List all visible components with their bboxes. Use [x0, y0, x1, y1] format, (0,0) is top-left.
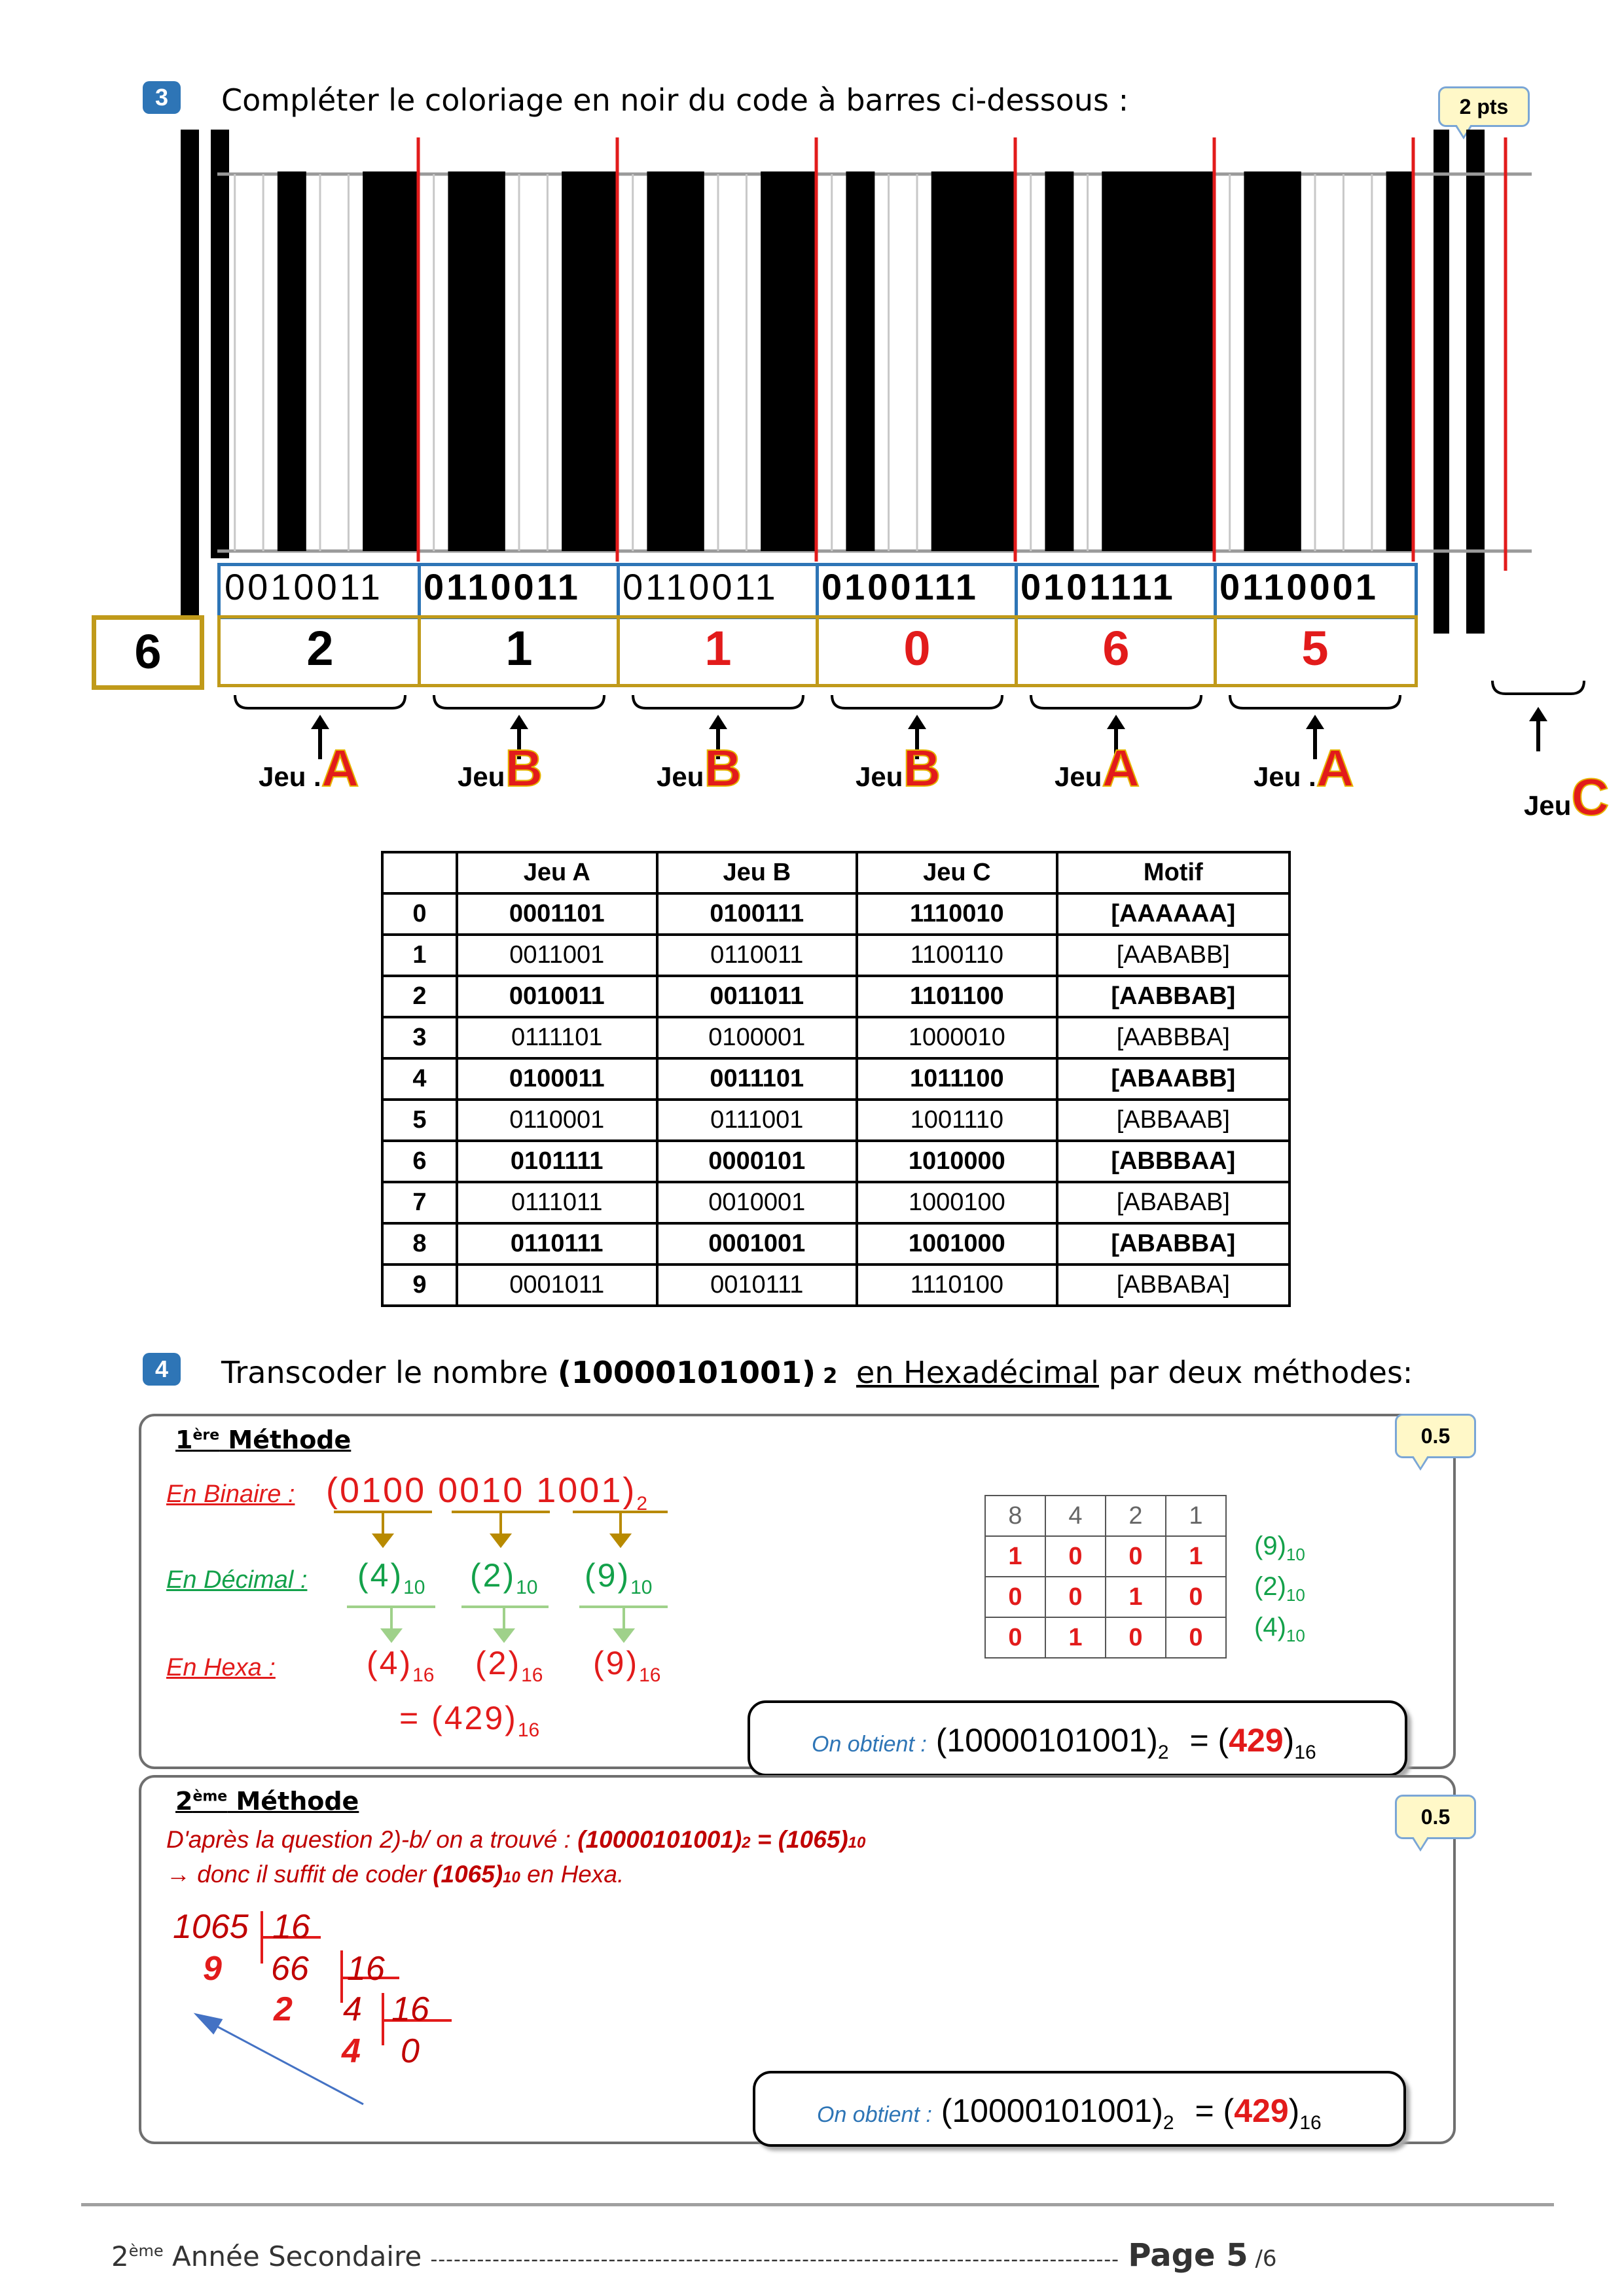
label-binary: En Binaire : — [166, 1480, 295, 1508]
method-2-line-1 — [166, 1826, 865, 1854]
code-table-cell: 0111011 — [457, 1182, 657, 1223]
bit-separator — [1015, 563, 1018, 618]
code-table-cell: 1110100 — [857, 1265, 1057, 1306]
barcode-module-bar — [590, 171, 619, 551]
question-4-badge: 4 — [143, 1353, 181, 1386]
bits-row — [985, 1536, 1226, 1577]
points-label: 0.5 — [1420, 1424, 1451, 1448]
division-quotient-2: 4 — [343, 1990, 362, 2028]
m2-line1-num: (10000101001) — [577, 1826, 742, 1853]
barcode-module-bar — [676, 171, 704, 551]
question-4-title — [221, 1355, 1413, 1390]
code-table-row — [382, 1058, 1290, 1100]
jeu-label — [1055, 738, 1140, 798]
hex-combined: = (429) — [399, 1700, 518, 1736]
result-hex: 429 — [1234, 2092, 1289, 2129]
code-table-cell: 1001110 — [857, 1100, 1057, 1141]
code-table-digit: 2 — [382, 976, 457, 1017]
barcode-digit: 1 — [704, 621, 732, 675]
barcode-module-bar — [562, 171, 590, 551]
jeu-word: Jeu — [1055, 761, 1102, 792]
code-table-cell: 1010000 — [857, 1141, 1057, 1182]
result-line — [817, 2092, 1322, 2134]
code-table-cell: 0100001 — [657, 1017, 857, 1058]
barcode-code-table — [381, 851, 1291, 1307]
code-table-cell: 0011001 — [457, 935, 657, 976]
code-table-cell: 0011011 — [657, 976, 857, 1017]
code-table-cell: [ABBABA] — [1057, 1265, 1290, 1306]
footer-page: Page 5 — [1128, 2237, 1248, 2274]
code-table-cell: [AABBBA] — [1057, 1017, 1290, 1058]
barcode-drawing — [0, 0, 1624, 818]
hex-combined-base: 16 — [517, 1719, 540, 1741]
guard-bar — [211, 130, 229, 558]
code-table-digit: 1 — [382, 935, 457, 976]
barcode-module-bar — [448, 171, 477, 551]
jeu-letter: B — [704, 739, 742, 797]
barcode-module-bar — [1045, 171, 1074, 551]
jeu-label — [856, 738, 941, 798]
result-eq: = ( — [1195, 2092, 1235, 2129]
hex-value-1 — [367, 1644, 434, 1687]
code-table-cell: 0001101 — [457, 893, 657, 935]
bit-cell: 1 — [985, 1536, 1045, 1577]
m2-line2-pre: donc il suffit de coder — [190, 1861, 433, 1888]
brace — [235, 695, 405, 708]
code-table-cell: 0001001 — [657, 1223, 857, 1265]
footer-level-sup: ème — [128, 2242, 164, 2260]
points-callout-m2 — [1395, 1795, 1476, 1839]
bit-group: 0010011 — [225, 566, 383, 607]
code-table-cell: 1110010 — [857, 893, 1057, 935]
code-table-row — [382, 1265, 1290, 1306]
first-digit: 6 — [134, 624, 162, 679]
row-val: (4) — [1254, 1613, 1286, 1641]
code-table-cell: [ABABAB] — [1057, 1182, 1290, 1223]
code-table-cell: 0011101 — [657, 1058, 857, 1100]
method-2-result — [753, 2071, 1406, 2147]
result-label: On obtient : — [812, 1732, 927, 1757]
brace — [832, 695, 1002, 708]
bit-cell: 0 — [1166, 1577, 1226, 1617]
hex-val: (2) — [475, 1645, 522, 1681]
q4-title-hexa: en Hexadécimal — [856, 1355, 1099, 1390]
row-value-1 — [1254, 1532, 1305, 1565]
barcode-module-bar — [1130, 171, 1159, 551]
division-divisor-3: 16 — [391, 1990, 429, 2028]
jeu-label-right — [1524, 767, 1609, 827]
brace — [1492, 681, 1584, 694]
code-table-row — [382, 935, 1290, 976]
division-dividend: 1065 — [173, 1908, 249, 1946]
row-val: (2) — [1254, 1572, 1286, 1601]
code-table-row — [382, 1141, 1290, 1182]
barcode-module-bar — [960, 171, 988, 551]
code-table-cell: 0010011 — [457, 976, 657, 1017]
code-table-row — [382, 976, 1290, 1017]
m2-line1-pre: D'après la question 2)-b/ on a trouvé : — [166, 1826, 578, 1853]
bit-separator — [418, 563, 421, 618]
dec-val: (2) — [470, 1557, 516, 1594]
m2-line2-num: (1065) — [433, 1861, 503, 1888]
result-binary: (10000101001) — [941, 2092, 1163, 2129]
row-base: 10 — [1286, 1545, 1305, 1564]
code-table-header-cell: Jeu B — [657, 852, 857, 893]
weights-row — [985, 1496, 1226, 1536]
weight-cell: 1 — [1166, 1496, 1226, 1536]
bit-group: 0110001 — [1219, 566, 1379, 607]
jeu-label — [259, 738, 359, 798]
code-table-cell: 0001011 — [457, 1265, 657, 1306]
barcode-module-bar — [846, 171, 875, 551]
row-value-2 — [1254, 1572, 1305, 1605]
barcode-module-bar — [363, 171, 391, 551]
points-callout-m1 — [1395, 1414, 1476, 1458]
result-line — [812, 1721, 1316, 1764]
barcode-module-bar — [1244, 171, 1272, 551]
code-table-digit: 3 — [382, 1017, 457, 1058]
result-binary-base: 2 — [1163, 2112, 1174, 2134]
dec-base: 10 — [403, 1577, 425, 1598]
arrow-up-head — [709, 715, 727, 729]
bit-group: 0101111 — [1020, 566, 1176, 607]
jeu-letter: B — [903, 739, 941, 797]
barcode-module-bar — [761, 171, 789, 551]
code-table-row — [382, 1182, 1290, 1223]
code-table-digit: 6 — [382, 1141, 457, 1182]
decimal-value-3 — [585, 1556, 652, 1599]
code-table-cell: 0110111 — [457, 1223, 657, 1265]
brace — [434, 695, 604, 708]
jeu-word: Jeu — [1524, 790, 1572, 821]
code-table-header — [382, 852, 1290, 893]
division-remainder-1: 9 — [203, 1950, 222, 1988]
division-quotient-1: 66 — [271, 1950, 309, 1988]
jeu-letter: B — [505, 739, 543, 797]
dec-val: (9) — [585, 1557, 631, 1594]
points-label: 0.5 — [1420, 1805, 1451, 1829]
arrow-up-head — [1529, 707, 1547, 721]
bit-cell: 1 — [1166, 1536, 1226, 1577]
code-table-cell: 0010111 — [657, 1265, 857, 1306]
division-remainder-2: 2 — [274, 1990, 293, 2028]
first-digit-box — [92, 615, 204, 690]
method-2-heading — [175, 1787, 359, 1816]
result-close: ) — [1283, 1722, 1295, 1759]
result-hex: 429 — [1229, 1722, 1284, 1759]
brace — [1230, 695, 1400, 708]
footer-divider — [81, 2203, 1554, 2206]
jeu-letter: A — [1316, 739, 1354, 797]
hex-value-3 — [593, 1644, 660, 1687]
code-table-cell: 0110001 — [457, 1100, 657, 1141]
m2-line2-base: 10 — [503, 1869, 520, 1886]
hex-base: 16 — [521, 1664, 543, 1686]
arrow-up-head — [908, 715, 926, 729]
code-table-cell: 1000010 — [857, 1017, 1057, 1058]
barcode-module-bar — [278, 171, 306, 551]
arrow-up-head — [1107, 715, 1125, 729]
m2-heading-num: 2 — [175, 1787, 193, 1816]
division-quotient-3: 0 — [401, 2032, 420, 2070]
barcode-module-bar — [789, 171, 818, 551]
code-table-cell: 0100111 — [657, 893, 857, 935]
guard-bar — [1434, 130, 1449, 634]
barcode-digit: 6 — [1102, 621, 1130, 675]
weight-cell: 4 — [1045, 1496, 1106, 1536]
hex-val: (9) — [593, 1645, 640, 1681]
arrow-up-head — [311, 715, 329, 729]
code-table-digit: 0 — [382, 893, 457, 935]
binary-base: 2 — [636, 1492, 648, 1515]
dec-base: 10 — [516, 1577, 538, 1598]
bit-group: 0110011 — [424, 566, 581, 607]
footer-page-total: /6 — [1248, 2246, 1277, 2272]
code-table-digit: 4 — [382, 1058, 457, 1100]
footer-level-num: 2 — [111, 2240, 129, 2272]
m1-heading-num: 1 — [175, 1426, 193, 1454]
code-table-cell: [ABBBAA] — [1057, 1141, 1290, 1182]
hex-combined-value — [399, 1699, 539, 1742]
weight-cell: 8 — [985, 1496, 1045, 1536]
decimal-value-1 — [357, 1556, 425, 1599]
code-table-digit: 5 — [382, 1100, 457, 1141]
q4-title-pre: Transcoder le nombre — [221, 1355, 558, 1390]
label-decimal: En Décimal : — [166, 1566, 308, 1594]
barcode-digit: 5 — [1301, 621, 1329, 675]
code-table-digit: 7 — [382, 1182, 457, 1223]
bit-group: 0110011 — [623, 566, 778, 607]
bit-cell: 0 — [985, 1617, 1045, 1658]
footer — [111, 2237, 1277, 2274]
result-hex-base: 16 — [1294, 1742, 1316, 1763]
code-table-cell: 1000100 — [857, 1182, 1057, 1223]
method-2-line-2 — [166, 1861, 624, 1888]
bit-group: 0100111 — [821, 566, 979, 607]
bit-separator — [1214, 563, 1217, 618]
division-divisor-2: 16 — [347, 1950, 385, 1988]
result-eq: = ( — [1189, 1722, 1229, 1759]
bit-cell: 1 — [1106, 1577, 1166, 1617]
code-table-header-cell: Jeu A — [457, 852, 657, 893]
guard-bar — [1466, 130, 1485, 634]
hex-base: 16 — [639, 1664, 661, 1686]
m1-heading-sup: ère — [192, 1427, 220, 1444]
hex-val: (4) — [367, 1645, 413, 1681]
jeu-label — [1254, 738, 1354, 798]
code-table-header-cell: Motif — [1057, 852, 1290, 893]
division-divisor-1: 16 — [272, 1908, 310, 1946]
m2-line1-base: 2 — [742, 1834, 751, 1852]
barcode-digit: 1 — [505, 621, 533, 675]
bit-cell: 0 — [1045, 1536, 1106, 1577]
code-table-row — [382, 893, 1290, 935]
jeu-label — [657, 738, 742, 798]
code-table-cell: 0010001 — [657, 1182, 857, 1223]
arrow-up-head — [510, 715, 528, 729]
arrow-up-head — [1306, 715, 1324, 729]
binary-groups: (0100 0010 1001) — [326, 1471, 637, 1510]
code-table-cell: 0111101 — [457, 1017, 657, 1058]
bit-separator — [816, 563, 819, 618]
code-table-cell: 0000101 — [657, 1141, 857, 1182]
decimal-value-2 — [470, 1556, 537, 1599]
code-table-digit: 9 — [382, 1265, 457, 1306]
code-table-row — [382, 1100, 1290, 1141]
jeu-letter: A — [321, 739, 359, 797]
bit-cell: 0 — [1106, 1617, 1166, 1658]
arrow-right-icon: → — [166, 1861, 190, 1888]
barcode-module-bar — [1187, 171, 1216, 551]
question-3-title: Compléter le coloriage en noir du code à barres ci-dessous : — [221, 82, 1129, 118]
jeu-word: Jeu — [657, 761, 704, 792]
barcode-module-bar — [1272, 171, 1301, 551]
code-table-cell: [ABAABB] — [1057, 1058, 1290, 1100]
barcode-module-bar — [647, 171, 676, 551]
barcode-module-bar — [931, 171, 960, 551]
code-table-cell: 0110011 — [657, 935, 857, 976]
code-table-cell: 0101111 — [457, 1141, 657, 1182]
result-hex-base: 16 — [1299, 2112, 1322, 2134]
barcode-digit: 0 — [903, 621, 931, 675]
row-value-3 — [1254, 1613, 1305, 1646]
weight-cell: 2 — [1106, 1496, 1166, 1536]
m2-line1-base2: 10 — [848, 1834, 866, 1852]
bit-cell: 1 — [1045, 1617, 1106, 1658]
jeu-word: Jeu — [856, 761, 903, 792]
code-table-cell: [AAAAAA] — [1057, 893, 1290, 935]
m1-heading-word: Méthode — [219, 1426, 352, 1454]
code-table-cell: 1011100 — [857, 1058, 1057, 1100]
code-table-cell: 1101100 — [857, 976, 1057, 1017]
brace — [1031, 695, 1201, 708]
footer-dashes: ----------------------------------------------------------------------------------------- — [430, 2248, 1119, 2271]
jeu-word: Jeu . — [1254, 761, 1316, 792]
jeu-word: Jeu — [458, 761, 505, 792]
bit-cell: 0 — [985, 1577, 1045, 1617]
result-label: On obtient : — [817, 2102, 932, 2127]
q4-title-number: (10000101001) — [557, 1355, 816, 1390]
bit-cell: 0 — [1045, 1577, 1106, 1617]
barcode-digit: 2 — [306, 621, 334, 675]
row-base: 10 — [1286, 1626, 1305, 1645]
m2-line1-eq: = (1065) — [750, 1826, 848, 1853]
q4-title-base: 2 — [816, 1363, 838, 1388]
binary-weights-table — [984, 1495, 1227, 1659]
code-table-cell: 1100110 — [857, 935, 1057, 976]
result-binary: (10000101001) — [935, 1722, 1158, 1759]
dec-base: 10 — [630, 1577, 653, 1598]
code-table-cell: 1001000 — [857, 1223, 1057, 1265]
bits-row — [985, 1577, 1226, 1617]
dec-val: (4) — [357, 1557, 404, 1594]
barcode-module-bar — [391, 171, 420, 551]
guard-bar — [181, 130, 199, 632]
code-table-row — [382, 1223, 1290, 1265]
barcode-module-bar — [1159, 171, 1187, 551]
code-table-cell: [AABABB] — [1057, 935, 1290, 976]
code-table-digit: 8 — [382, 1223, 457, 1265]
row-base: 10 — [1286, 1585, 1305, 1605]
label-hexa: En Hexa : — [166, 1654, 276, 1681]
method-1-heading — [175, 1426, 351, 1454]
barcode-module-bar — [988, 171, 1017, 551]
q4-title-post: par deux méthodes: — [1098, 1355, 1413, 1390]
m2-heading-sup: ème — [192, 1788, 228, 1805]
division-remainder-3: 4 — [342, 2032, 361, 2070]
barcode-module-bar — [1102, 171, 1130, 551]
row-val: (9) — [1254, 1532, 1286, 1560]
code-table-cell: 0100011 — [457, 1058, 657, 1100]
result-close: ) — [1288, 2092, 1300, 2129]
m2-line2-post: en Hexa. — [520, 1861, 624, 1888]
code-table-row — [382, 1017, 1290, 1058]
hex-value-2 — [475, 1644, 543, 1687]
brace — [633, 695, 803, 708]
barcode-module-bar — [1386, 171, 1415, 551]
footer-level-text: Année Secondaire — [163, 2240, 422, 2272]
jeu-word: Jeu . — [259, 761, 321, 792]
jeu-label — [458, 738, 543, 798]
bits-row — [985, 1617, 1226, 1658]
bit-cell: 0 — [1106, 1536, 1166, 1577]
bit-cell: 0 — [1166, 1617, 1226, 1658]
jeu-letter: A — [1102, 739, 1140, 797]
code-table-header-cell: Jeu C — [857, 852, 1057, 893]
code-table-cell: 0111001 — [657, 1100, 857, 1141]
barcode-module-bar — [477, 171, 505, 551]
jeu-letter: C — [1571, 768, 1610, 826]
code-table-header-cell — [382, 852, 457, 893]
m2-heading-word: Méthode — [227, 1787, 359, 1816]
bit-separator — [617, 563, 620, 618]
code-table-cell: [ABABBA] — [1057, 1223, 1290, 1265]
code-table-cell: [ABBAAB] — [1057, 1100, 1290, 1141]
code-table-cell: [AABBAB] — [1057, 976, 1290, 1017]
hex-base: 16 — [412, 1664, 435, 1686]
method-1-result — [748, 1700, 1407, 1776]
points-label: 2 pts — [1459, 95, 1509, 118]
result-binary-base: 2 — [1157, 1742, 1169, 1763]
question-3-badge: 3 — [143, 81, 181, 114]
